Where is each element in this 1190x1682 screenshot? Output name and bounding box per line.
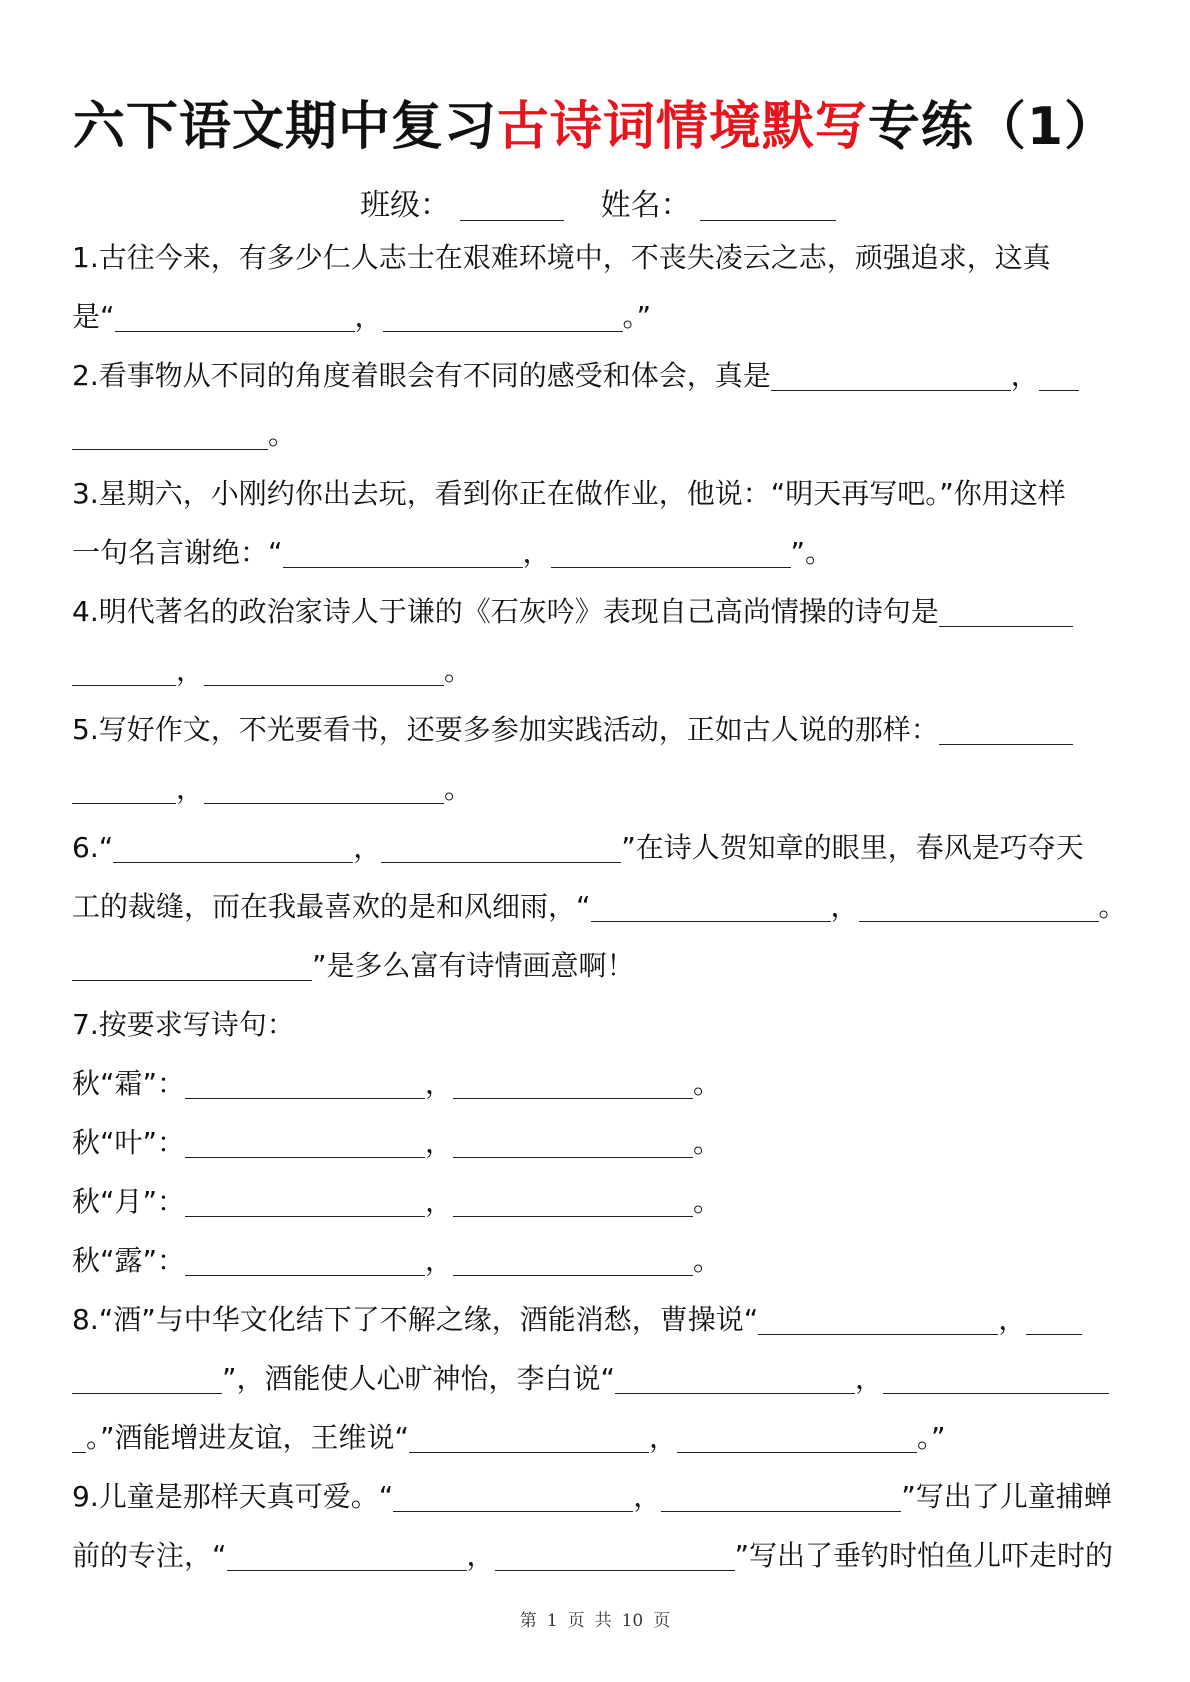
answer-blank[interactable] — [939, 714, 1073, 745]
line-text: ”写出了儿童捕蝉 — [901, 1480, 1112, 1513]
line-text: 。 — [444, 654, 473, 687]
class-label: 班级： — [360, 188, 450, 223]
text-line — [72, 759, 1122, 818]
text-line — [72, 936, 1122, 995]
answer-blank[interactable] — [204, 655, 444, 686]
line-text: ， — [353, 831, 382, 864]
line-text: 1.古往今来，有多少仁人志士在艰难环境中，不丧失凌云之志，顽强追求，这真 — [72, 241, 1051, 274]
line-text: ， — [425, 1067, 454, 1100]
answer-blank[interactable] — [661, 1481, 901, 1512]
answer-blank[interactable] — [1039, 360, 1079, 391]
answer-blank[interactable] — [859, 891, 1099, 922]
answer-blank[interactable] — [115, 301, 355, 332]
text-line — [72, 346, 1122, 405]
line-text: 。” — [917, 1421, 946, 1454]
answer-blank[interactable] — [771, 360, 1011, 391]
text-line — [72, 1231, 1122, 1290]
text-line — [72, 1290, 1122, 1349]
text-line — [72, 877, 1127, 936]
line-text: ， — [522, 536, 551, 569]
line-text: 6.“ — [72, 831, 114, 864]
line-text: 。 — [444, 772, 473, 805]
class-blank[interactable] — [460, 190, 564, 221]
total-pages: 10 — [621, 1611, 644, 1631]
line-text: 。 — [693, 1067, 722, 1100]
line-text: ， — [633, 1480, 662, 1513]
line-text: ， — [466, 1539, 495, 1572]
answer-blank[interactable] — [72, 655, 176, 686]
text-line — [72, 1113, 1122, 1172]
answer-blank[interactable] — [453, 1245, 693, 1276]
name-blank[interactable] — [700, 190, 836, 221]
line-text: ， — [830, 890, 859, 923]
line-text: ， — [998, 1303, 1027, 1336]
line-text: ， — [649, 1421, 678, 1454]
text-line — [72, 1467, 1122, 1526]
text-line — [72, 464, 1122, 523]
line-text: 秋“霜”： — [72, 1067, 186, 1100]
page-title — [0, 84, 1190, 159]
line-text: ， — [176, 654, 205, 687]
line-text: ”。 — [790, 536, 834, 569]
text-line — [72, 700, 1122, 759]
answer-blank[interactable] — [758, 1304, 998, 1335]
text-line — [72, 1408, 1122, 1467]
page-footer: 第 1 页 共 10 页 — [519, 1611, 671, 1631]
text-line — [72, 405, 1122, 464]
answer-blank[interactable] — [227, 1540, 467, 1571]
title-part-1: 六下语文期中复习 — [72, 97, 497, 157]
line-text: 是“ — [72, 300, 115, 333]
line-text: ”是多么富有诗情画意啊！ — [312, 949, 635, 982]
line-text: 5.写好作文，不光要看书，还要多参加实践活动，正如古人说的那样： — [72, 713, 939, 746]
question-list — [72, 228, 1127, 1585]
student-info — [360, 180, 836, 224]
text-line — [72, 1349, 1122, 1408]
line-text: 工的裁缝，而在我最喜欢的是和风细雨，“ — [72, 890, 591, 923]
line-text: 。” — [622, 300, 652, 333]
line-text: 秋“叶”： — [72, 1126, 186, 1159]
answer-blank[interactable] — [939, 596, 1073, 627]
answer-blank[interactable] — [283, 537, 523, 568]
answer-blank[interactable] — [72, 419, 268, 450]
answer-blank[interactable] — [381, 832, 621, 863]
page-number: 1 — [546, 1611, 558, 1631]
text-line — [72, 287, 1122, 346]
text-line — [72, 1172, 1122, 1231]
text-line — [72, 995, 1122, 1054]
answer-blank[interactable] — [453, 1068, 693, 1099]
answer-blank[interactable] — [185, 1068, 425, 1099]
line-text: ， — [354, 300, 383, 333]
line-text: ， — [425, 1185, 454, 1218]
line-text: ， — [425, 1244, 454, 1277]
answer-blank[interactable] — [677, 1422, 917, 1453]
line-text: 秋“露”： — [72, 1244, 186, 1277]
line-text: ”写出了垂钓时怕鱼儿吓走时的 — [734, 1539, 1114, 1572]
name-label: 姓名： — [600, 188, 691, 223]
answer-blank[interactable] — [383, 301, 623, 332]
line-text: 。”酒能增进友谊，王维说“ — [86, 1421, 410, 1454]
line-text: ”，酒能使人心旷神怡，李白说“ — [222, 1362, 616, 1395]
answer-blank[interactable] — [453, 1186, 693, 1217]
answer-blank[interactable] — [883, 1363, 1109, 1394]
answer-blank[interactable] — [113, 832, 353, 863]
answer-blank[interactable] — [551, 537, 791, 568]
line-text: ， — [1010, 359, 1039, 392]
line-text: 一句名言谢绝：“ — [72, 536, 283, 569]
text-line — [72, 1054, 1122, 1113]
line-text: 2.看事物从不同的角度着眼会有不同的感受和体会，真是 — [72, 359, 771, 392]
line-text: 。 — [268, 418, 297, 451]
line-text: ”在诗人贺知章的眼里，春风是巧夺天 — [621, 831, 1084, 864]
title-part-3: 专练（1） — [867, 97, 1118, 157]
line-text: 。 — [1098, 890, 1127, 923]
answer-blank[interactable] — [204, 773, 444, 804]
answer-blank[interactable] — [185, 1127, 425, 1158]
answer-blank[interactable] — [615, 1363, 855, 1394]
answer-blank[interactable] — [495, 1540, 735, 1571]
answer-blank[interactable] — [72, 773, 176, 804]
text-line — [72, 1526, 1122, 1585]
answer-blank[interactable] — [72, 950, 312, 981]
line-text: ， — [176, 772, 205, 805]
answer-blank[interactable] — [72, 1363, 222, 1394]
text-line — [72, 818, 1122, 877]
line-text: 7.按要求写诗句： — [72, 1008, 295, 1041]
line-text: 8.“酒”与中华文化结下了不解之缘，酒能消愁，曹操说“ — [72, 1303, 759, 1336]
text-line — [72, 582, 1122, 641]
text-line — [72, 228, 1122, 287]
line-text: ， — [425, 1126, 454, 1159]
answer-blank[interactable] — [185, 1245, 425, 1276]
answer-blank[interactable] — [185, 1186, 425, 1217]
answer-blank[interactable] — [453, 1127, 693, 1158]
line-text: 。 — [693, 1126, 722, 1159]
text-line — [72, 523, 1122, 582]
answer-blank[interactable] — [393, 1481, 633, 1512]
line-text: ， — [855, 1362, 884, 1395]
line-text: 前的专注，“ — [72, 1539, 227, 1572]
line-text: 。 — [693, 1244, 722, 1277]
answer-blank[interactable] — [591, 891, 831, 922]
line-text: 9.儿童是那样天真可爱。“ — [72, 1480, 394, 1513]
title-highlight: 古诗词情境默写 — [496, 97, 868, 157]
line-text: 4.明代著名的政治家诗人于谦的《石灰吟》表现自己高尚情操的诗句是 — [72, 595, 939, 628]
answer-blank[interactable] — [409, 1422, 649, 1453]
line-text: 。 — [693, 1185, 722, 1218]
answer-blank[interactable] — [72, 1422, 86, 1453]
line-text: 秋“月”： — [72, 1185, 186, 1218]
line-text: 3.星期六，小刚约你出去玩，看到你正在做作业，他说：“明天再写吧。”你用这样 — [72, 477, 1066, 510]
text-line — [72, 641, 1122, 700]
answer-blank[interactable] — [1026, 1304, 1082, 1335]
